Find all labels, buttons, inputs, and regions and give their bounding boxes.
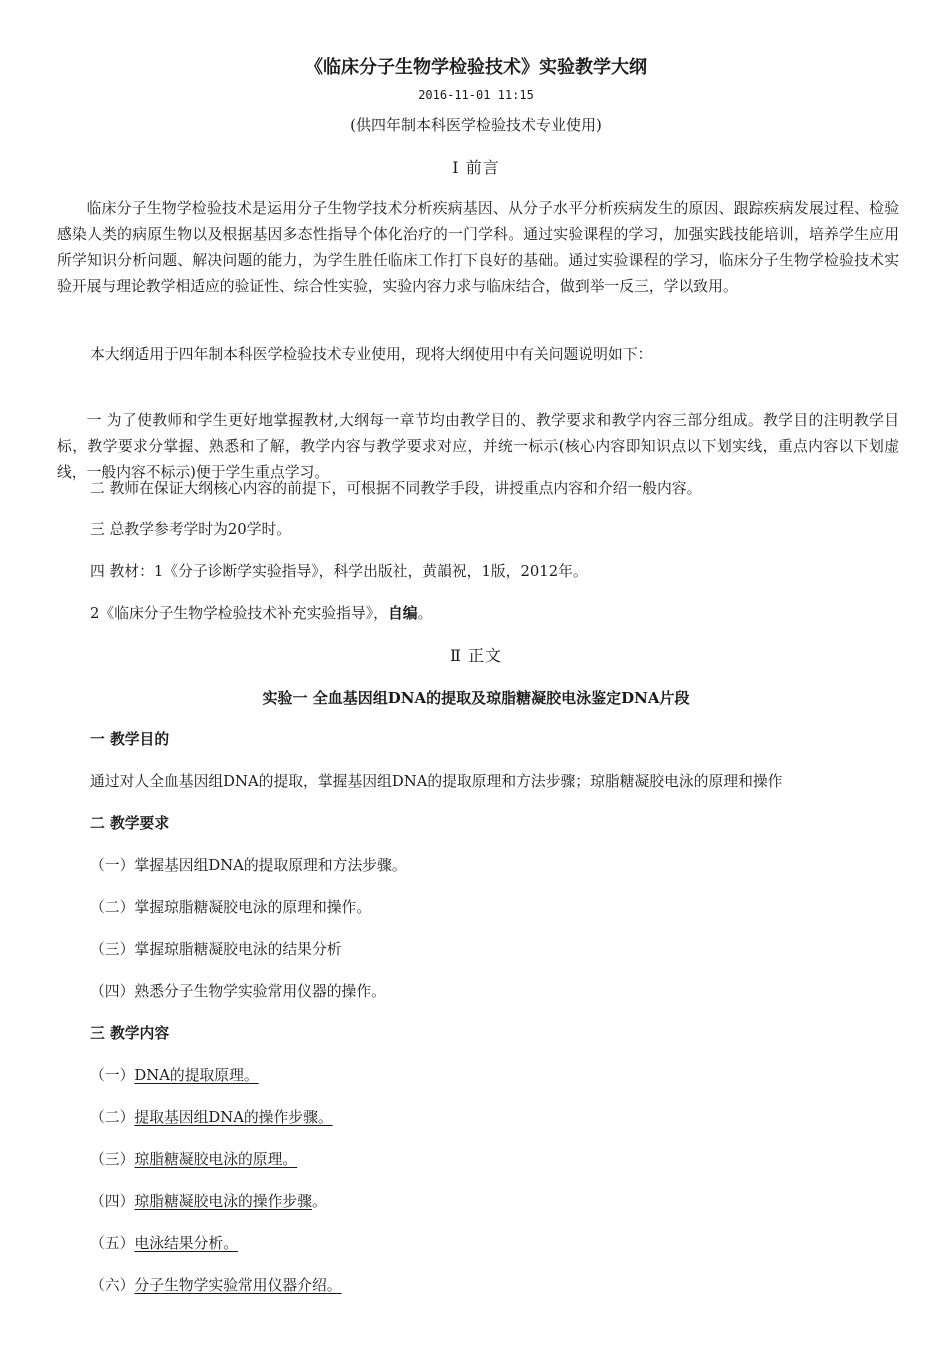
content-item bbox=[90, 1065, 259, 1087]
content-item-text: 分子生物学实验常用仪器介绍。 bbox=[134, 1277, 342, 1294]
preface-item-3: 三 总教学参考学时为20学时。 bbox=[90, 521, 292, 538]
content-heading: 三 教学内容 bbox=[90, 1025, 170, 1042]
content-item-text: DNA的提取原理。 bbox=[134, 1067, 259, 1084]
requirements-heading: 二 教学要求 bbox=[90, 815, 170, 832]
requirement-item: （二）掌握琼脂糖凝胶电泳的原理和操作。 bbox=[90, 899, 372, 916]
purpose-text: 通过对人全血基因组DNA的提取，掌握基因组DNA的提取原理和方法步骤；琼脂糖凝胶电泳的原理和操作 bbox=[90, 773, 783, 790]
preface-item-5 bbox=[90, 603, 432, 625]
content-item-text: 电泳结果分析。 bbox=[134, 1235, 238, 1252]
self-edited-text: 自编 bbox=[387, 605, 418, 622]
requirement-item: （一）掌握基因组DNA的提取原理和方法步骤。 bbox=[90, 857, 407, 874]
textbook-2-text: 2《临床分子生物学检验技术补充实验指导》， bbox=[90, 605, 388, 622]
section-heading-preface: Ⅰ 前言 bbox=[452, 158, 500, 177]
content-item-number: （五） bbox=[90, 1235, 135, 1252]
content-item-number: （二） bbox=[90, 1109, 135, 1126]
content-item bbox=[90, 1233, 238, 1255]
experiment-title: 实验一 全血基因组DNA的提取及琼脂糖凝胶电泳鉴定DNA片段 bbox=[262, 689, 690, 707]
publish-date: 2016-11-01 11:15 bbox=[418, 88, 534, 102]
textbook-2-end: 。 bbox=[417, 605, 433, 622]
content-item-tail: 。 bbox=[311, 1193, 327, 1210]
content-item-number: （一） bbox=[90, 1067, 135, 1084]
content-item bbox=[90, 1191, 327, 1213]
preface-item-1: 一 为了使教师和学生更好地掌握教材,大纲每一章节均由教学目的、教学要求和教学内容三部分组成。教学目的注明教学目标，教学要求分掌握、熟悉和了解，教学内容与教学要求对应，并统一标示(核心内容即知识点以下划实线，重点内容以下划虚线，一般内容不标示)便于学生重点学习。 bbox=[57, 412, 899, 481]
content-item-number: （六） bbox=[90, 1277, 135, 1294]
content-item-text: 提取基因组DNA的操作步骤。 bbox=[134, 1109, 333, 1126]
document-subtitle: (供四年制本科医学检验技术专业使用) bbox=[350, 116, 602, 134]
content-item-number: （三） bbox=[90, 1151, 135, 1168]
preface-paragraph: 临床分子生物学检验技术是运用分子生物学技术分析疾病基因、从分子水平分析疾病发生的原因、跟踪疾病发展过程、检验感染人类的病原生物以及根据基因多态性指导个体化治疗的一门学科。通过实验课程的学习，加强实践技能培训，培养学生应用所学知识分析问题、解决问题的能力，为学生胜任临床工作打下良好的基础。通过实验课程的学习，临床分子生物学检验技术实验开展与理论教学相适应的验证性、综合性实验，实验内容力求与临床结合，做到举一反三，学以致用。 bbox=[57, 200, 899, 295]
section-heading-main: Ⅱ 正文 bbox=[450, 646, 502, 665]
document-title: 《临床分子生物学检验技术》实验教学大纲 bbox=[305, 57, 647, 78]
preface-scope-line: 本大纲适用于四年制本科医学检验技术专业使用，现将大纲使用中有关问题说明如下： bbox=[90, 346, 653, 363]
requirement-item: （三）掌握琼脂糖凝胶电泳的结果分析 bbox=[90, 941, 342, 958]
content-item-number: （四） bbox=[90, 1193, 135, 1210]
content-item-text: 琼脂糖凝胶电泳的操作步骤 bbox=[134, 1193, 312, 1210]
preface-item-4: 四 教材：1《分子诊断学实验指导》，科学出版社，黄韻祝，1版，2012年。 bbox=[90, 563, 588, 580]
requirement-item: （四）熟悉分子生物学实验常用仪器的操作。 bbox=[90, 983, 386, 1000]
content-item bbox=[90, 1107, 333, 1129]
preface-item-2: 二 教师在保证大纲核心内容的前提下，可根据不同教学手段，讲授重点内容和介绍一般内容。 bbox=[90, 480, 702, 497]
content-item-text: 琼脂糖凝胶电泳的原理。 bbox=[134, 1151, 298, 1168]
purpose-heading: 一 教学目的 bbox=[90, 731, 170, 748]
content-item bbox=[90, 1275, 342, 1297]
content-item bbox=[90, 1149, 297, 1171]
